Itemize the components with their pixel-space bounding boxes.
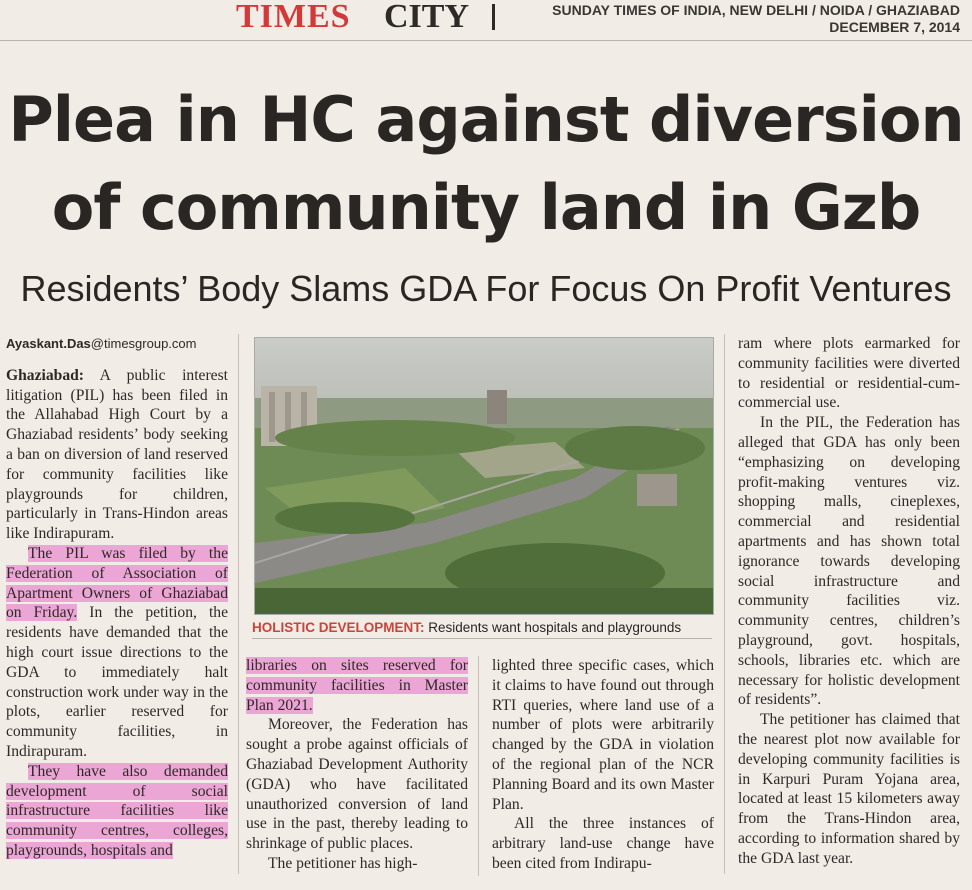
aerial-city-photo <box>255 338 713 614</box>
headline <box>0 76 972 252</box>
brand-separator <box>492 4 495 30</box>
highlighted-text: libraries on sites reserved for community facilities in Master Plan 2021. <box>246 657 468 714</box>
caption-text: Residents want hospitals and playgrounds <box>424 620 682 635</box>
paragraph <box>246 656 468 715</box>
paragraph <box>6 762 228 861</box>
paragraph-text: In the petition, the residents have demanded that the high court issue directions to the GDA to immediately halt construction work under way in the plots, earlier reserved for community facilities, in Indirapuram. <box>6 604 228 760</box>
headline-line-2: of community land in Gzb <box>51 171 921 244</box>
brand-times: TIMES <box>236 0 351 35</box>
paragraph: In the PIL, the Federation has alleged that GDA has only been “emphasizing on developing profit-making ventures viz. shopping malls, cineplexes, commercial and residential apartments and has shown total ignorance towards developing social infrastructure and community facilities viz. community centres, children’s playground, govt. hospitals, schools, libraries etc. which are necessary for holistic development of residents”. <box>738 414 960 709</box>
byline-name: Ayaskant.Das <box>6 336 91 351</box>
paragraph: Moreover, the Federation has sought a probe against officials of Ghaziabad Development Authority (GDA) who have facilitated unauthorized conversion of land use in the past, thereby leading to shrinkage of public places. <box>246 716 468 853</box>
highlighted-text: The PIL was filed by the Federation of Association of Apartment Owners of Ghaziabad on Friday. <box>6 544 228 622</box>
edition-line: SUNDAY TIMES OF INDIA, NEW DELHI / NOIDA / GHAZIABAD <box>552 2 960 18</box>
highlighted-text: They have also demanded development of social infrastructure facilities like community centres, colleges, playgrounds, hospitals and <box>6 762 228 859</box>
byline-domain: @timesgroup.com <box>90 336 197 351</box>
headline-line-1: Plea in HC against diversion <box>8 83 964 156</box>
edition-info <box>520 2 960 36</box>
article-column-1 <box>6 334 228 861</box>
byline <box>6 334 228 354</box>
paragraph-text: A public interest litigation (PIL) has been filed in the Allahabad High Court by a Ghaziabad residents’ body seeking a ban on diversion of land reserved for community facilities like playgrounds for children, particularly in Trans-Hindon areas like Indirapuram. <box>6 366 228 543</box>
paragraph: The petitioner has high- <box>268 854 418 872</box>
paragraph: ram where plots earmarked for community facilities were diverted to residential or residential-cum-commercial use. <box>738 335 960 412</box>
column-rule <box>478 656 479 876</box>
article-column-2 <box>246 656 468 874</box>
article-photo <box>254 337 714 615</box>
paragraph: The petitioner has claimed that the nearest plot now available for developing community facilities is in Karpuri Puram Yojana area, located at least 15 kilometers away from the Trans-Hindon area, according to information shared by the GDA last year. <box>738 711 960 867</box>
paragraph <box>6 544 228 762</box>
paragraph: All the three instances of arbitrary land-use change have been cited from Indirapu- <box>492 815 714 872</box>
caption-tag: HOLISTIC DEVELOPMENT: <box>252 620 425 635</box>
article-column-3 <box>492 656 714 874</box>
subheadline: Residents’ Body Slams GDA For Focus On Profit Ventures <box>20 268 952 309</box>
photo-caption <box>252 620 712 639</box>
brand-city: CITY <box>384 0 470 35</box>
dateline: Ghaziabad: <box>6 366 84 384</box>
article-column-4 <box>738 334 960 869</box>
masthead <box>0 0 972 41</box>
paragraph <box>6 366 228 544</box>
column-rule <box>724 334 725 874</box>
paragraph: lighted three specific cases, which it claims to have found out through RTI queries, where land use of a number of plots were arbitrarily changed by the GDA in violation of the regional plan of the NCR Planning Board and its own Master Plan. <box>492 657 714 813</box>
column-rule <box>238 334 239 874</box>
edition-date: DECEMBER 7, 2014 <box>829 19 960 35</box>
